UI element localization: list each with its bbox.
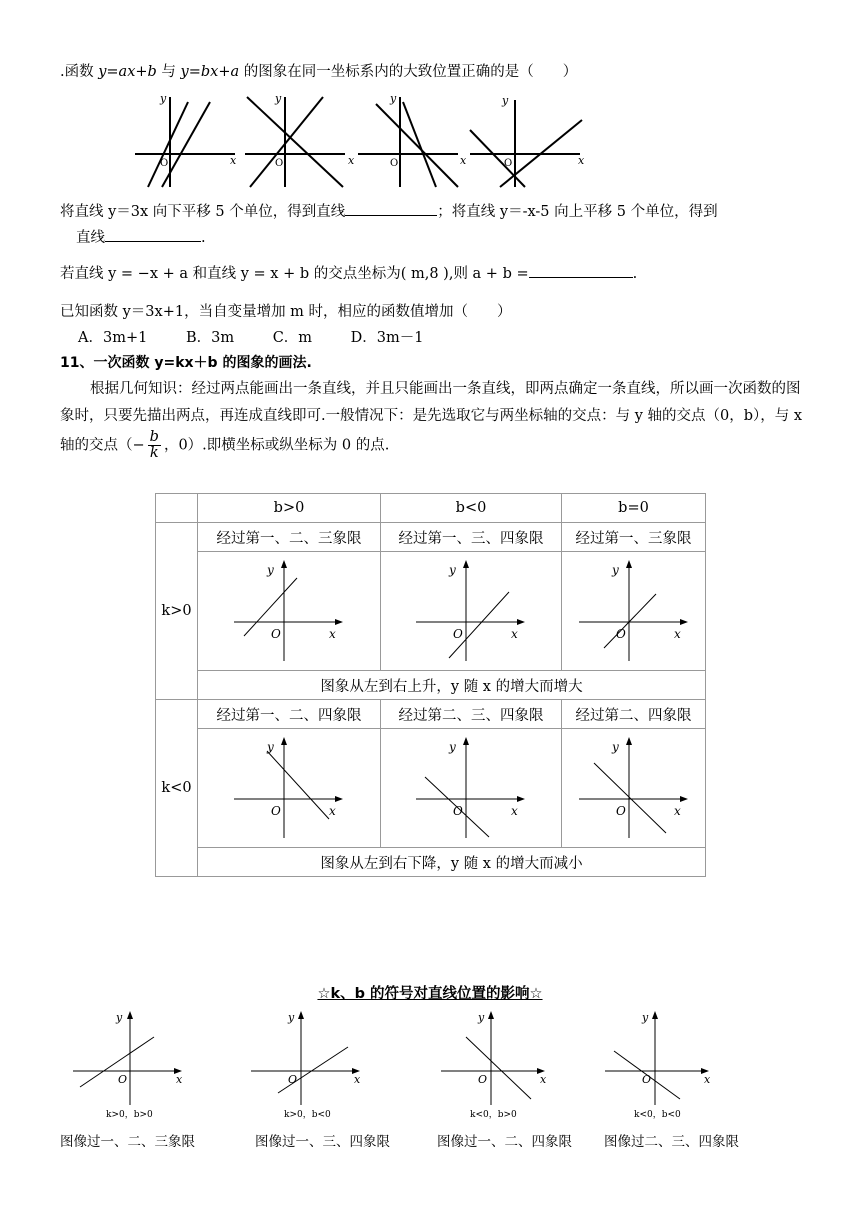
q3-blank[interactable]: [529, 263, 633, 278]
svg-text:O: O: [288, 1073, 298, 1086]
svg-text:x: x: [540, 1073, 547, 1086]
svg-text:y: y: [611, 740, 619, 754]
q1-prefix: .函数: [60, 64, 99, 80]
influence-cond-4: k<0，b<0: [634, 1110, 681, 1120]
kb-table: [155, 493, 706, 877]
graph-kneg-bzero: [574, 733, 694, 843]
influence-caption-4: 图像过二、三、四象限: [604, 1134, 739, 1150]
graph-kpos-bzero: [574, 556, 694, 666]
header-b-pos: b>0: [198, 494, 381, 523]
influence-cond-1: k>0，b>0: [106, 1110, 153, 1120]
option-graph-c-y: y: [390, 92, 397, 105]
option-graph-b-x: x: [348, 154, 355, 167]
graph-cell: [198, 729, 381, 848]
option-graph-c-o: O: [390, 158, 399, 169]
q4-option-b[interactable]: B．3m: [185, 330, 235, 346]
influence-caption-1: 图像过一、二、三象限: [60, 1134, 195, 1150]
q4-option-c[interactable]: C．m: [272, 330, 313, 346]
svg-text:x: x: [329, 627, 336, 641]
quadrant-cell: 经过第一、二、四象限: [198, 700, 381, 729]
question-4: 已知函数 y＝3x+1，当自变量增加 m 时，相应的函数值增加（ ）: [60, 304, 512, 320]
svg-text:y: y: [449, 563, 456, 577]
q2-blank-1[interactable]: [345, 201, 437, 216]
svg-text:y: y: [267, 740, 274, 754]
svg-text:O: O: [271, 804, 281, 818]
fraction-b-over-k: [148, 430, 161, 461]
graph-kneg-bneg: [411, 733, 531, 843]
svg-text:y: y: [288, 1011, 295, 1024]
svg-text:x: x: [511, 804, 518, 818]
frac-numerator: b: [149, 429, 159, 445]
quadrant-cell: 经过第一、三、四象限: [381, 523, 562, 552]
svg-text:x: x: [673, 627, 681, 641]
graph-cell: [562, 729, 706, 848]
svg-text:O: O: [453, 804, 463, 818]
section-11-title: 11、一次函数 y=kx＋b 的图象的画法.: [60, 355, 312, 371]
row-label-k-pos: k>0: [156, 523, 198, 700]
q3-text: 若直线 y = −x + a 和直线 y = x + b 的交点坐标为( m,8 ),则 a + b =: [60, 266, 529, 282]
option-graph-d-x: x: [578, 154, 585, 167]
option-graph-a-o: O: [160, 158, 169, 169]
svg-text:O: O: [615, 627, 626, 641]
option-graph-b-y: y: [275, 92, 282, 105]
influence-graph-3: [436, 1007, 556, 1122]
question-1: [60, 60, 577, 81]
quadrant-cell: 经过第二、四象限: [562, 700, 706, 729]
frac-sign: −: [132, 437, 145, 454]
svg-text:O: O: [453, 627, 463, 641]
svg-text:y: y: [267, 563, 274, 577]
section-11-text-1: 根据几何知识：经过两点能画出一条直线，并且只能画出一条直线，即两点确定一条直线，所以画一次函数的图象时，只要先描出两点，再连成直线即可.一般情况下：是先选取它与两坐标轴的交点：与 y 轴的交点（0，b），与 x 轴的交点（: [60, 381, 803, 454]
svg-text:O: O: [478, 1073, 488, 1086]
option-graph-d-o: O: [504, 158, 513, 169]
svg-text:y: y: [116, 1011, 123, 1024]
q2-blank-2[interactable]: [105, 227, 201, 242]
svg-text:x: x: [176, 1073, 183, 1086]
option-graph-b: [245, 97, 345, 187]
graph-kpos-bneg: [411, 556, 531, 666]
svg-text:y: y: [478, 1011, 485, 1024]
svg-text:y: y: [449, 740, 456, 754]
influence-cond-2: k>0，b<0: [284, 1110, 331, 1120]
quadrant-cell: 经过第一、二、三象限: [198, 523, 381, 552]
frac-denominator: k: [149, 445, 159, 461]
svg-text:y: y: [642, 1011, 649, 1024]
section-11-text-2: ，0）.即横坐标或纵坐标为 0 的点.: [163, 437, 390, 454]
svg-text:O: O: [615, 804, 626, 818]
question-3: [60, 262, 637, 283]
option-graph-a-y: y: [160, 92, 167, 105]
svg-text:O: O: [118, 1073, 128, 1086]
option-graph-b-o: O: [275, 158, 284, 169]
q2-end: .: [201, 230, 206, 246]
option-graph-d: [470, 100, 582, 187]
graph-kneg-bpos: [229, 733, 349, 843]
row-note-decreasing: 图象从左到右下降，y 随 x 的增大而减小: [198, 848, 706, 877]
graph-cell: [381, 729, 562, 848]
option-graph-a: [135, 97, 235, 187]
q1-suffix: 的图象在同一坐标系内的大致位置正确的是（ ）: [239, 64, 578, 80]
graph-cell: [381, 552, 562, 671]
svg-text:x: x: [511, 627, 518, 641]
option-graph-a-x: x: [230, 154, 237, 167]
svg-text:x: x: [354, 1073, 361, 1086]
graph-cell: [198, 552, 381, 671]
q2-part2: ；将直线 y＝-x-5 向上平移 5 个单位，得到: [437, 204, 718, 220]
influence-cond-3: k<0，b>0: [470, 1110, 517, 1120]
q4-option-d[interactable]: D．3m－1: [350, 330, 424, 346]
header-b-neg: b<0: [381, 494, 562, 523]
section-11-paragraph: [60, 376, 812, 461]
q4-option-a[interactable]: A．3m+1: [78, 330, 148, 346]
influence-caption-2: 图像过一、三、四象限: [255, 1134, 390, 1150]
graph-kpos-bpos: [229, 556, 349, 666]
question-2-line1: [60, 200, 718, 221]
svg-text:O: O: [271, 627, 281, 641]
option-graph-c-x: x: [460, 154, 467, 167]
q1-mid: 与: [156, 64, 181, 80]
influence-graph-1: [68, 1007, 188, 1122]
quadrant-cell: 经过第一、三象限: [562, 523, 706, 552]
influence-caption-3: 图像过一、二、四象限: [437, 1134, 572, 1150]
q2-part1: 将直线 y＝3x 向下平移 5 个单位，得到直线: [60, 204, 346, 220]
q3-end: .: [632, 266, 638, 282]
option-graph-c: [358, 97, 458, 187]
q1-eq1: y=ax+b: [98, 64, 157, 80]
influence-graph-2: [246, 1007, 366, 1122]
header-b-zero: b=0: [562, 494, 706, 523]
row-note-increasing: 图象从左到右上升，y 随 x 的增大而增大: [198, 671, 706, 700]
option-graph-d-y: y: [502, 94, 509, 107]
question-4-options: [78, 326, 457, 347]
q1-eq2: y=bx+a: [180, 64, 240, 80]
influence-graph-4: [600, 1007, 720, 1122]
svg-text:O: O: [642, 1073, 652, 1086]
graph-cell: [562, 552, 706, 671]
influence-title: ☆k、b 的符号对直线位置的影响☆: [317, 986, 543, 1002]
row-label-k-neg: k<0: [156, 700, 198, 877]
svg-text:x: x: [704, 1073, 711, 1086]
q2-part3: 直线: [76, 230, 105, 246]
svg-text:x: x: [673, 804, 681, 818]
table-corner: [156, 494, 198, 523]
q1-option-graphs: [130, 92, 590, 192]
question-2-line2: [76, 226, 206, 247]
svg-text:y: y: [611, 563, 619, 577]
svg-text:x: x: [329, 804, 336, 818]
quadrant-cell: 经过第二、三、四象限: [381, 700, 562, 729]
